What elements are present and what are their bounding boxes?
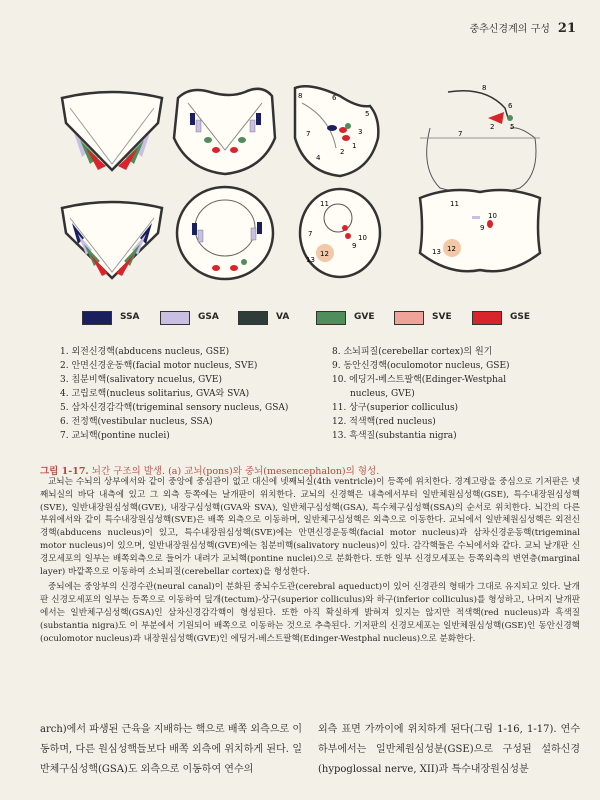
legend-label: GVE bbox=[354, 312, 375, 322]
caption-prefix: 그림 1-17. bbox=[40, 466, 89, 477]
list-item: 2. 안면신경운동핵(facial motor nucleus, SVE) bbox=[60, 361, 258, 371]
legend-label: GSE bbox=[510, 312, 531, 322]
figure-label: 1 bbox=[352, 142, 357, 150]
list-item: 6. 전정핵(vestibular nucleus, SSA) bbox=[60, 417, 213, 427]
figure-row2-a bbox=[62, 202, 162, 278]
list-item: 3. 침분비핵(salivatory ncuelus, GVE) bbox=[60, 375, 222, 385]
nucleus-list-left bbox=[60, 345, 320, 443]
list-item: 11. 상구(superior colliculus) bbox=[332, 403, 459, 413]
figure-label: 11 bbox=[320, 200, 329, 208]
left-column bbox=[40, 720, 302, 780]
figure-label: 6 bbox=[508, 102, 513, 110]
figure-label: 7 bbox=[458, 130, 463, 138]
figure-label: 12 bbox=[320, 250, 329, 258]
figure-label: 7 bbox=[306, 130, 311, 138]
figure-label: 11 bbox=[450, 200, 459, 208]
paragraph: 교뇌는 수뇌의 상부에서와 같이 중앙에 중심관이 없고 대신에 넷째뇌실(4th ventricle)이 등쪽에 위치한다. 경계고랑을 중심으로 기저판은 넷째뇌실의 바닥 내측에 있고 그 외측 등쪽에는 날개판이 위치한다. 교뇌의 신경핵은 내측에서부터 일반체원심성핵(GSE), 특수내장원심성핵(SVE), 일반내장원심성핵(GVE), 내장구심성핵(GVA와 SVA), 일반체구심성핵(GSA), 특수체구심성핵(SSA)의 순서로 위치한다. 뇌간의 다른 부위에서와 같이 특수내장원심성핵(SVE)은 배쪽 외측으로 이동하며, 일반체구심성핵은 외측으로 이동한다. 교뇌에서 일반체원심성핵은 외전신경핵(abducens nucleus)이 있고, 특수내장원심성핵(SVE)에는 안면신경운동핵(facial motor nucleus)과 삼차신경운동핵(trigeminal motor nucleus)이 있으며, 일반내장원심성핵(GVE)에는 침분비핵(salivatory nucleus)이 있다. 감각핵들은 수뇌에서와 같다. 교뇌 날개판 신경모세포의 일부는 배쪽외측으로 들어가 내려가 교뇌핵(pontine nuclei)으로 분화한다. 또한 일부 신경모세포는 등쪽외측의 변연층(marginal layer) 바깥쪽으로 이동하여 소뇌피질(cerebellar cortex)을 형성한다. bbox=[40, 477, 580, 577]
figure-label: 10 bbox=[358, 234, 367, 242]
legend-label: SSA bbox=[120, 312, 140, 322]
running-title: 중추신경계의 구성 bbox=[469, 24, 550, 35]
figure-row1-d bbox=[420, 84, 540, 194]
legend-swatch bbox=[160, 311, 190, 325]
legend-swatch bbox=[82, 311, 112, 325]
legend-swatch bbox=[472, 311, 502, 325]
figure-row1-a bbox=[62, 92, 162, 170]
figure-row2-c bbox=[300, 189, 380, 277]
running-header bbox=[469, 20, 576, 36]
figure-label: 2 bbox=[490, 123, 495, 131]
list-item: nucleus, GVE) bbox=[350, 389, 415, 399]
list-item: 9. 동안신경핵(oculomotor nucleus, GSE) bbox=[332, 361, 510, 371]
legend-label: VA bbox=[276, 312, 290, 322]
figure-row2-b bbox=[177, 187, 273, 279]
figure-label: 9 bbox=[480, 224, 485, 232]
figure-label: 5 bbox=[365, 110, 370, 118]
figure-label: 13 bbox=[306, 256, 315, 264]
figure-label: 8 bbox=[482, 84, 487, 92]
body-text bbox=[40, 476, 580, 648]
figure-label: 12 bbox=[447, 245, 456, 253]
figure-label: 9 bbox=[352, 242, 357, 250]
list-item: 5. 삼차신경감각핵(trigeminal sensory nucleus, GSA) bbox=[60, 403, 289, 413]
figure-label: 8 bbox=[298, 92, 303, 100]
list-item: 12. 적색핵(red nucleus) bbox=[332, 417, 436, 427]
paragraph: arch)에서 파생된 근육을 지배하는 핵으로 배쪽 외측으로 이동하며, 다른 원심성핵들보다 배쪽 외측에 위치하게 된다. 일반체구심성핵(GSA)도 외측으로 이동하여 연수의 bbox=[40, 724, 302, 775]
caption-text: 뇌간 구조의 발생. (a) 교뇌(pons)와 중뇌(mesencephalon)의 형성. bbox=[88, 466, 380, 477]
legend-label: SVE bbox=[432, 312, 452, 322]
nucleus-list-right bbox=[332, 345, 582, 443]
figure-row1-c bbox=[295, 86, 378, 176]
list-item: 4. 고립로핵(nucleus solitarius, GVA와 SVA) bbox=[60, 389, 250, 399]
list-item: 7. 교뇌핵(pontine nuclei) bbox=[60, 431, 170, 441]
list-item: 1. 외전신경핵(abducens nucleus, GSE) bbox=[60, 347, 230, 357]
page-number: 21 bbox=[557, 21, 576, 36]
figure-caption bbox=[40, 463, 580, 477]
figure-row1-b bbox=[174, 89, 275, 174]
figure-label: 10 bbox=[488, 212, 497, 220]
figure-label: 3 bbox=[358, 128, 363, 136]
legend-swatch bbox=[394, 311, 424, 325]
brainstem-development-figure bbox=[40, 78, 570, 293]
color-legend bbox=[82, 308, 562, 330]
list-item: 13. 흑색질(substantia nigra) bbox=[332, 431, 457, 441]
figure-label: 13 bbox=[432, 248, 441, 256]
figure-row2-d bbox=[420, 190, 540, 271]
figure-label: 4 bbox=[316, 154, 321, 162]
paragraph: 중뇌에는 중앙부의 신경수관(neural canal)이 분화된 중뇌수도관(cerebral aqueduct)이 있어 신경관의 형태가 그대로 유지되고 있다. 날개판 신경모세포의 일부는 등쪽으로 이동하여 덮개(tectum)-상구(superior colliculus)와 하구(inferior colliculus)를 형성하고, 나머지 날개판에서는 일반체구심성핵(GSA)인 삼차신경감각핵이 형성된다. 또한 아직 확실하게 밝혀져 있지는 않지만 적색핵(red nucleus)과 흑색질(substantia nigra)도 이 부분에서 기원되어 배쪽으로 이동하는 것으로 추측된다. 기저판의 신경모세포는 일반체원심성핵(GSE)인 동안신경핵(oculomotor nucleus)과 내장원심성핵(GVE)인 에딩거-베스트팔핵(Edinger-Westphal nucleus)으로 분화한다. bbox=[40, 582, 580, 644]
list-item: 10. 에딩거-베스트팔핵(Edinger-Westphal bbox=[332, 375, 507, 385]
legend-swatch bbox=[238, 311, 268, 325]
figure-label: 2 bbox=[340, 148, 345, 156]
figure-label: 6 bbox=[332, 94, 337, 102]
legend-swatch bbox=[316, 311, 346, 325]
figure-label: 7 bbox=[308, 230, 313, 238]
legend-label: GSA bbox=[198, 312, 219, 322]
figure-label: 5 bbox=[510, 123, 515, 131]
right-column bbox=[318, 720, 580, 780]
paragraph: 외측 표면 가까이에 위치하게 된다(그림 1-16, 1-17). 연수 하부에서는 일반체원심성분(GSE)으로 구성된 설하신경(hypoglossal nerve, XII)과 특수내장원심성분 bbox=[318, 724, 580, 775]
list-item: 8. 소뇌피질(cerebellar cortex)의 원기 bbox=[332, 347, 493, 357]
